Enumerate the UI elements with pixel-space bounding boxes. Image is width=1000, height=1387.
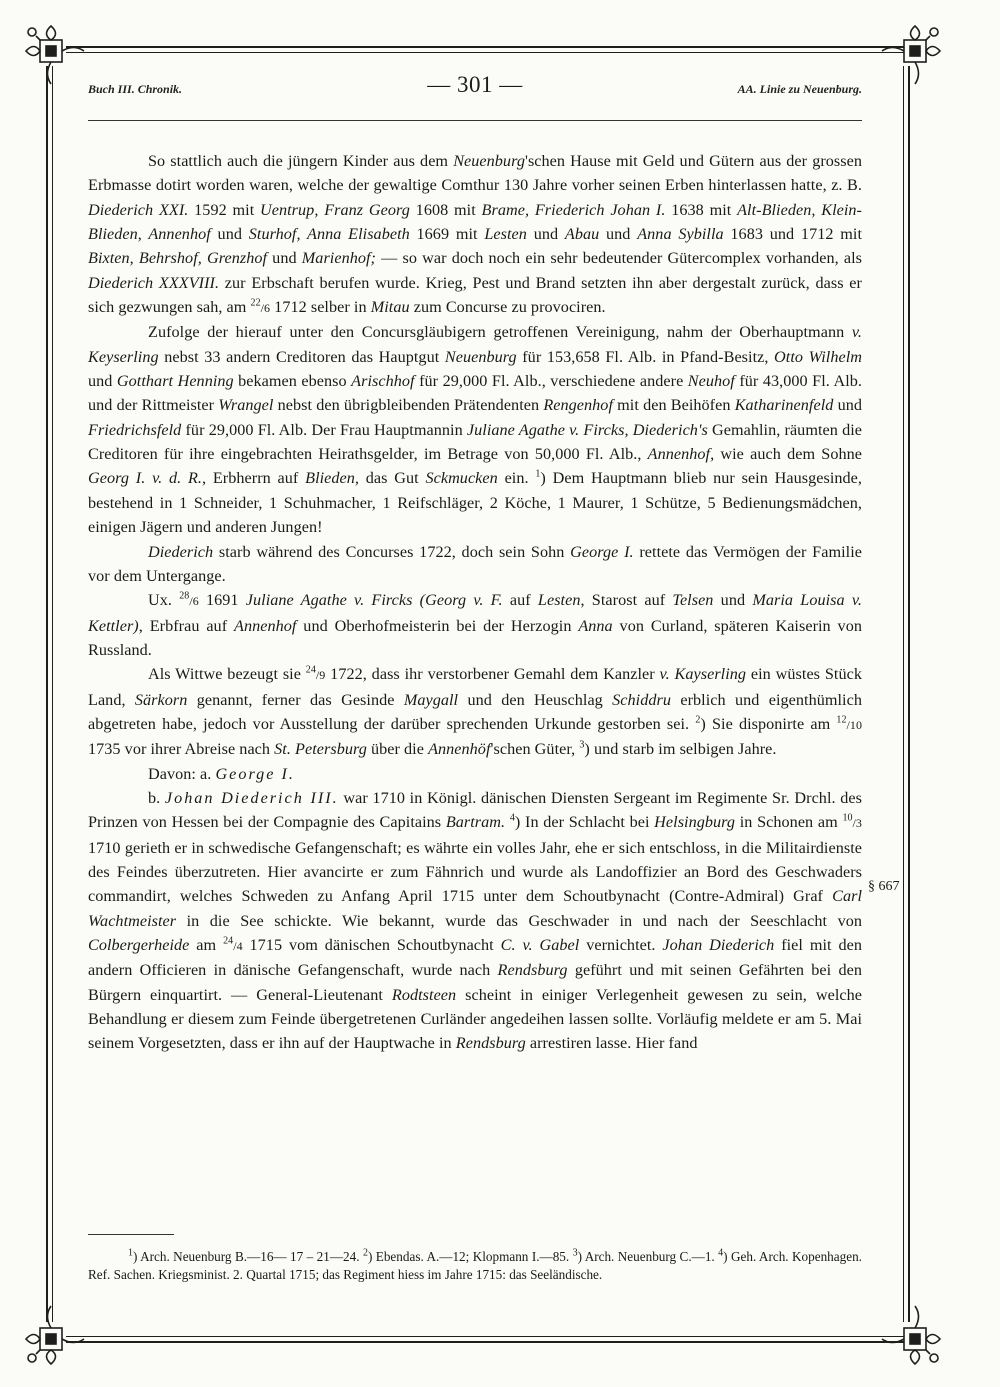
footnote-ref: 1 (535, 469, 541, 481)
corner-ornament-icon (22, 22, 88, 88)
running-head (88, 66, 862, 106)
paragraph-4: Ux. $^{28}$/6 1691 Juliane Agathe v. Fircks (Georg v. F. auf Lesten, Starost auf Telsen und Maria Louisa v. Kettler), Erbfrau auf Annenhof und Oberhofmeisterin bei der Herzogin Anna von Curland, späteren Kaiserin von Russland. (88, 590, 862, 659)
frame-right-inner (903, 66, 904, 1322)
paragraph-3: Diederich starb während des Concurses 1722, doch sein Sohn George I. rettete das Vermögen der Familie vor dem Untergange. (88, 542, 862, 585)
footnote-ref: 2 (695, 714, 701, 726)
page-number: — 301 — (427, 72, 523, 97)
frame-left-inner (52, 66, 53, 1322)
footnotes (88, 1248, 862, 1283)
paragraph-7: b. Johan Diederich III. war 1710 in Königl. dänischen Diensten Sergeant im Regimente Sr. Drchl. des Prinzen von Hessen bei der Compagnie des Capitains Bartram. $^4$) In der Schlacht bei Helsingburg in Schonen am $^{10}$/3 1710 gerieth er in schwedische Gefangenschaft; es währte ein volles Jahr, ehe er sich entschloss, in die Militairdienste des Feindes überzutreten. Hier avancirte er zum Fähnrich und wurde als Landoffizier an Bord des Geschwaders commandirt, welches Schweden zu Anfang April 1715 unter dem Schoutbynacht (Contre-Admiral) Graf Carl Wachtmeister in die See schickte. Wie bekannt, wurde das Geschwader in und nach der Seeschlacht von Colbergerheide am $^{24}$/4 1715 vom dänischen Schoutbynacht C. v. Gabel vernichtet. Johan Diederich fiel mit den andern Officieren in dänische Gefangenschaft, wurde nach Rendsburg geführt und mit seinen Gefährten bei den Bürgern einquartirt. — General-Lieutenant Rodtsteen scheint in einiger Verlegenheit gewesen zu sein, welche Behandlung er diesem zum Feinde übergetretenen Curländer angedeihen lassen sollte. Vorläufig meldete er am 5. Mai seinem Vorgesetzten, dass er ihn auf der Hauptwache in Rendsburg arrestiren lasse. Hier fand (88, 788, 863, 1053)
header-rule (88, 120, 862, 121)
footnote-ref: 3 (579, 739, 585, 751)
corner-ornament-icon (22, 1302, 88, 1368)
frame-bottom-inner (66, 1336, 904, 1337)
header-section-title: AA. Linie zu Neuenburg. (737, 82, 862, 96)
corner-ornament-icon (878, 1302, 944, 1368)
frame-bottom-outer (66, 1341, 904, 1343)
frame-left-outer (46, 66, 48, 1322)
corner-ornament-icon (878, 22, 944, 88)
paragraph-1: So stattlich auch die jüngern Kinder aus dem Neuenburg'schen Hause mit Geld und Gütern aus der grossen Erbmasse dotirt worden waren, welche der gewaltige Comthur 130 Jahre vorher seinen Erben hinterlassen hatte, z. B. Diederich XXI. 1592 mit Uentrup, Franz Georg 1608 mit Brame, Friederich Johan I. 1638 mit Alt-Blieden, Klein-Blieden, Annenhof und Sturhof, Anna Elisabeth 1669 mit Lesten und Abau und Anna Sybilla 1683 und 1712 mit Bixten, Behrshof, Grenzhof und Marienhof; — so war doch noch ein sehr bedeutender Gütercomplex vorhanden, als Diederich XXXVIII. zur Erbschaft berufen wurde. Krieg, Pest und Brand setzten ihn aber dergestalt zurück, dass er sich gezwungen sah, am $^{22}$/6 1712 selber in Mitau zum Concurse zu provociren. (88, 152, 863, 317)
frame-right-outer (908, 66, 910, 1322)
paragraph-5: Als Wittwe bezeugt sie $^{24}$/9 1722, dass ihr verstorbener Gemahl dem Kanzler v. Kayserling ein wüstes Stück Land, Särkorn genannt, ferner das Gesinde Maygall und den Heuschlag Schiddru erblich und eigenthümlich abgetreten habe, jedoch vor Ausstellung der darüber sprechenden Urkunde gestorben sei. $^2$) Sie disponirte am $^{12}$/10 1735 vor ihrer Abreise nach St. Petersburg über die Annenhöf'schen Güter, $^3$) und starb im selbigen Jahre. (88, 664, 862, 759)
header-book-title: Buch III. Chronik. (88, 82, 183, 96)
paragraph-6: Davon: a. George I. (148, 764, 295, 783)
margin-section-ref: § 667 (868, 879, 900, 894)
footnote-ref: 4 (509, 812, 515, 824)
paragraph-2: Zufolge der hierauf unter den Concursgläubigern getroffenen Vereinigung, nahm der Oberhauptmann v. Keyserling nebst 33 andern Creditoren das Hauptgut Neuenburg für 153,658 Fl. Alb. in Pfand-Besitz, Otto Wilhelm und Gotthart Henning bekamen ebenso Arischhof für 29,000 Fl. Alb., verschiedene andere Neuhof für 43,000 Fl. Alb. und der Rittmeister Wrangel nebst den übrigbleibenden Prätendenten Rengenhof mit den Beihöfen Katharinenfeld und Friedrichsfeld für 29,000 Fl. Alb. Der Frau Hauptmannin Juliane Agathe v. Fircks, Diederich's Gemahlin, räumten die Creditoren für ihre eingebrachten Heirathsgelder, im Betrage von 50,000 Fl. Alb., Annenhof, wie auch dem Sohne Georg I. v. d. R., Erbherrn auf Blieden, das Gut Sckmucken ein. $^1$) Dem Hauptmann blieb nur sein Hausgesinde, bestehend in 1 Schneider, 1 Schuhmacher, 1 Reifschläger, 2 Köche, 1 Maurer, 1 Schütze, 5 Bedienungsmädchen, einigen Jägern und anderen Jungen! (88, 323, 863, 537)
footnote-text: $^1$) Arch. Neuenburg B.—16— 17 – 21—24. $^2$) Ebendas. A.—12; Klopmann I.—85. $^3$) Arch. Neuenburg C.—1. $^4$) Geh. Arch. Kopenhagen. Ref. Sachen. Kriegsminist. 2. Quartal 1715; das Regiment hiess im Jahre 1715: das Seeländische. (88, 1247, 862, 1282)
frame-top-inner (66, 52, 904, 53)
frame-top-outer (66, 46, 904, 48)
footnote-rule (88, 1234, 174, 1235)
body-text (88, 149, 862, 1056)
